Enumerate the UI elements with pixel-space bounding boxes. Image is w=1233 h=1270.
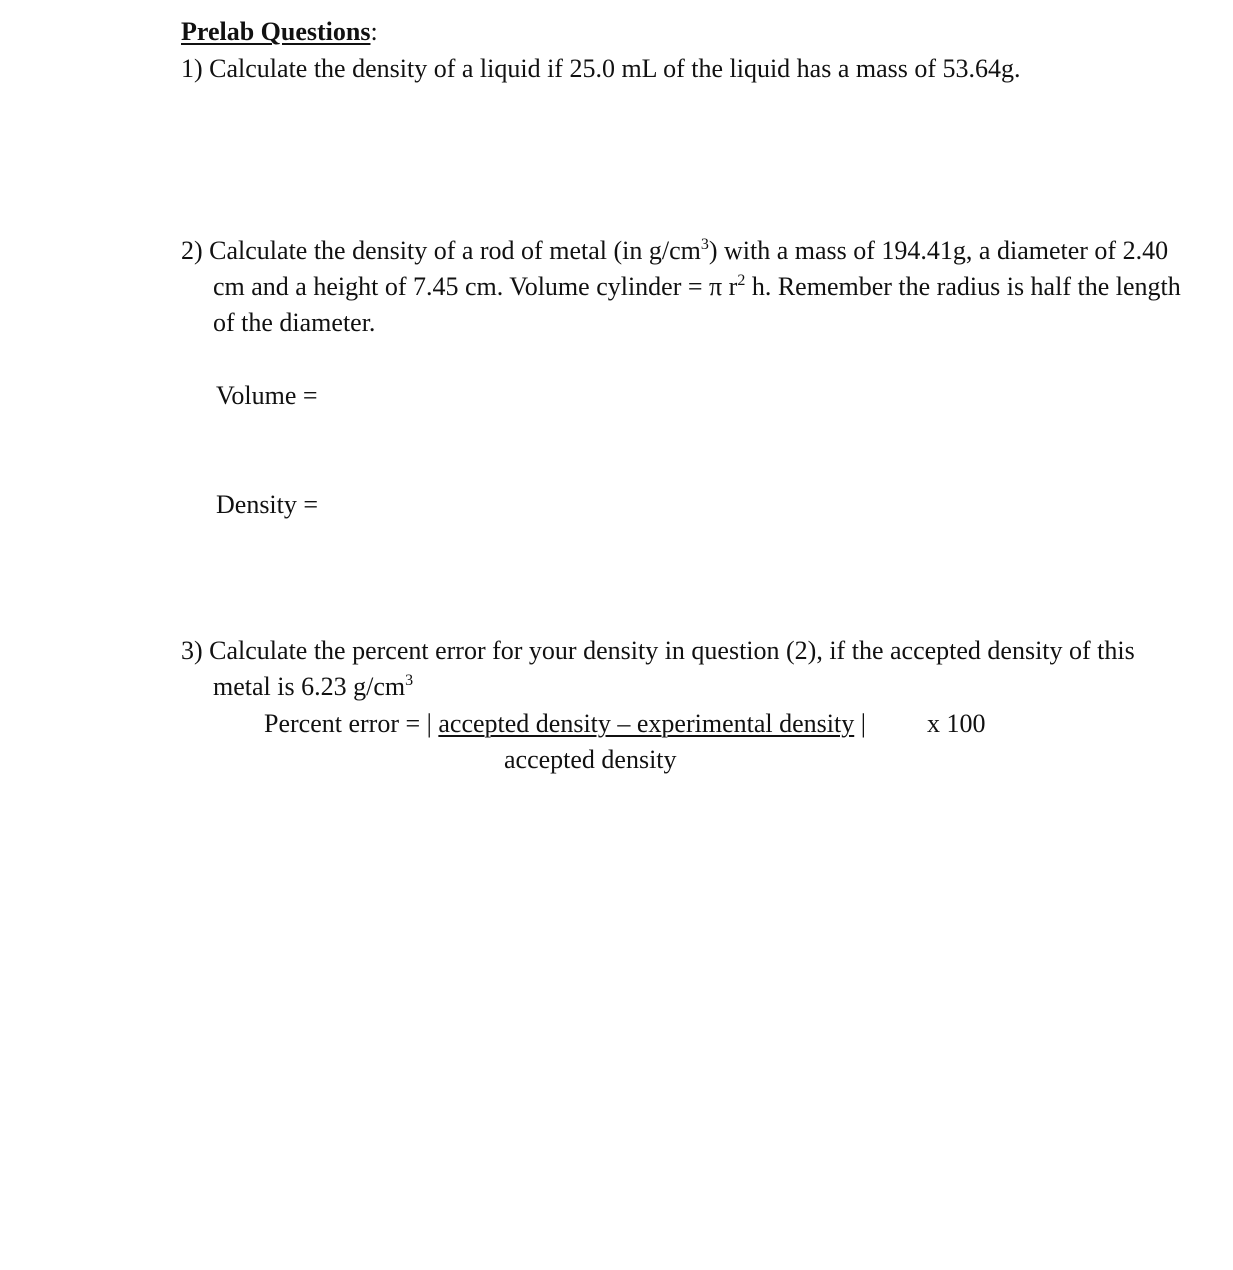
density-label: Density = (216, 490, 319, 519)
q2-superscript: 2 (737, 272, 746, 289)
q2-text: ) with a mass of 194.41g, a diameter of 2.40 (708, 236, 1169, 265)
q3-superscript: 3 (405, 672, 414, 689)
q2-text: cm and a height of 7.45 cm. Volume cylinder = π r (213, 272, 738, 301)
formula-denominator: accepted density (504, 745, 677, 774)
q2-text: 2) Calculate the density of a rod of metal (in g/cm (181, 236, 701, 265)
q2-text: h. Remember the radius is half the length (745, 272, 1181, 301)
heading (181, 19, 378, 45)
q3-text: metal is 6.23 g/cm (213, 672, 406, 701)
question-2-line-3: of the diameter. (213, 308, 376, 337)
volume-label: Volume = (216, 381, 318, 410)
formula-multiplier: x 100 (927, 709, 986, 738)
heading-title: Prelab Questions (181, 17, 371, 46)
formula-label: Percent error = | (264, 709, 439, 738)
question-1: 1) Calculate the density of a liquid if 25.0 mL of the liquid has a mass of 53.64g. (181, 54, 1021, 83)
q2-superscript: 3 (700, 236, 709, 253)
heading-colon: : (370, 17, 378, 46)
formula-bar-close: | (854, 709, 866, 738)
question-2-line-1 (181, 238, 1168, 264)
question-3-line-1: 3) Calculate the percent error for your density in question (2), if the accepted density of this (181, 636, 1135, 665)
question-3-line-2 (213, 674, 413, 700)
formula-numerator: accepted density – experimental density (438, 709, 855, 738)
question-2-line-2 (213, 274, 1181, 300)
percent-error-formula (264, 711, 866, 737)
